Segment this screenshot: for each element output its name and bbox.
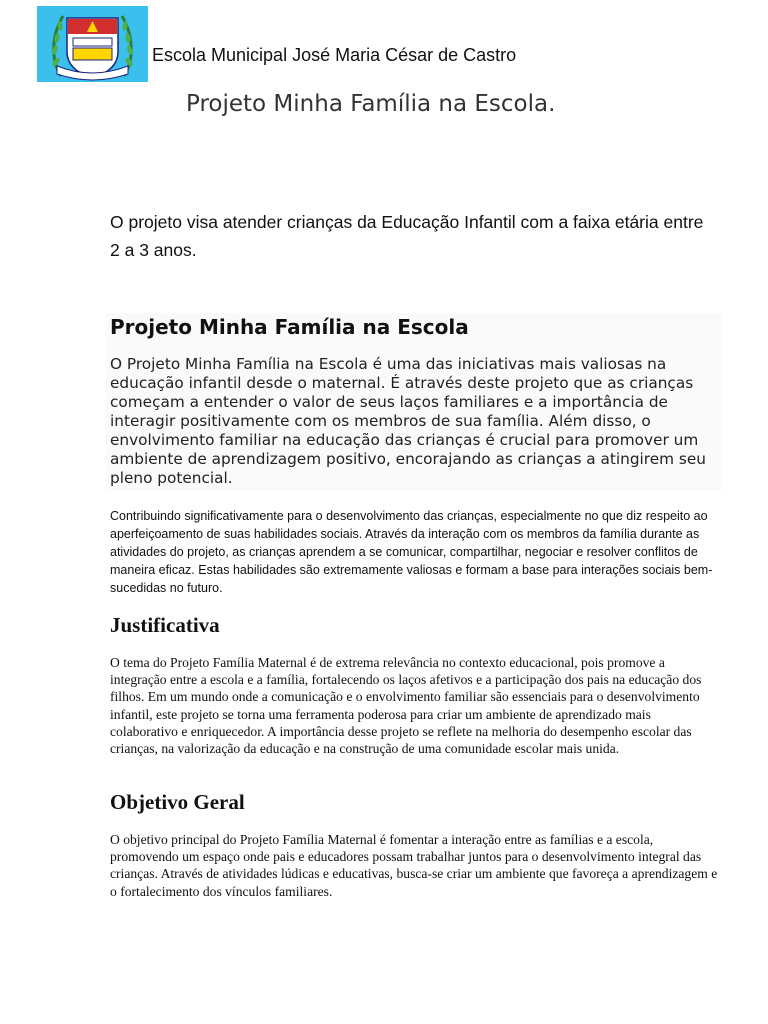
school-name: Escola Municipal José Maria César de Castro <box>152 45 517 65</box>
intro-paragraph: O projeto visa atender crianças da Educação Infantil com a faixa etária entre 2 a 3 anos. <box>110 212 704 260</box>
justification-body: O tema do Projeto Família Maternal é de extrema relevância no contexto educacional, pois promove a integração entre a escola e a família, fortalecendo os laços afetivos e a participação dos pais na educação dos filhos. Em um mundo onde a comunicação e o envolvimento familiar são essenciais para o desenvolvimento infantil, este projeto se torna uma ferramenta poderosa para criar um ambiente de aprendizado mais colaborativo e enriquecedor. A importância desse projeto se reflete na melhoria do desempenho escolar das crianças, na valorização da educação e na construção de uma comunidade escolar mais unida. <box>110 655 702 757</box>
objective-heading: Objetivo Geral <box>110 790 245 814</box>
highlight-section-heading: Projeto Minha Família na Escola <box>110 315 469 339</box>
school-crest-icon <box>37 6 148 82</box>
contribution-paragraph: Contribuindo significativamente para o desenvolvimento das crianças, especialmente no que diz respeito ao aperfeiçoamento de suas habilidades sociais. Através da interação com os membros da família durante as atividades do projeto, as crianças aprendem a se comunicar, compartilhar, negociar e resolver conflitos de maneira eficaz. Estas habilidades são extremamente valiosas e formam a base para interações sociais bem-sucedidas no futuro. <box>110 509 713 595</box>
document-title: Projeto Minha Família na Escola. <box>186 91 556 117</box>
justification-heading: Justificativa <box>110 613 220 637</box>
school-logo <box>37 6 148 82</box>
highlight-section-body: O Projeto Minha Família na Escola é uma das iniciativas mais valiosas na educação infantil desde o maternal. É através deste projeto que as crianças começam a entender o valor de seus laços familiares e a importância de interagir positivamente com os membros de sua família. Além disso, o envolvimento familiar na educação das crianças é crucial para promover um ambiente de aprendizagem positivo, encorajando as crianças a atingirem seu pleno potencial. <box>110 355 707 487</box>
objective-body: O objetivo principal do Projeto Família Maternal é fomentar a interação entre as famílias e a escola, promovendo um espaço onde pais e educadores possam trabalhar juntos para o desenvolvimento integral das crianças. Através de atividades lúdicas e educativas, busca-se criar um ambiente que favoreça a aprendizagem e o fortalecimento dos vínculos familiares. <box>110 832 718 899</box>
